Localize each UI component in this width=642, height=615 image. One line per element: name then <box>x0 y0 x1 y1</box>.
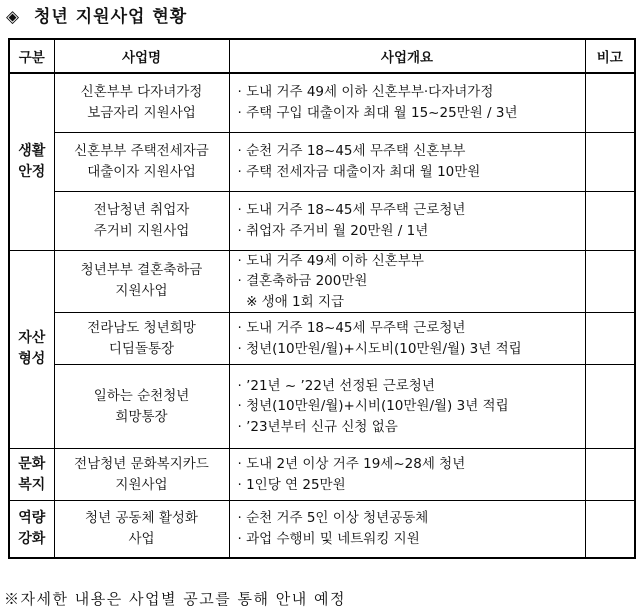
program-name-line: 신혼부부 주택전세자금 <box>74 142 209 159</box>
program-name-cell <box>54 250 229 313</box>
program-name-line: 신혼부부 다자녀가정 <box>80 83 203 100</box>
program-name-line: 청년부부 결혼축하금 <box>80 262 203 279</box>
overview-line: ※ 생애 1회 지급 <box>237 293 345 310</box>
program-name-cell <box>54 449 229 501</box>
category-cell <box>9 73 54 250</box>
category-label: 자산 <box>18 330 46 347</box>
program-name-line: 전남청년 취업자 <box>93 201 190 218</box>
overview-line: · 도내 거주 18~45세 무주택 근로청년 <box>237 320 466 336</box>
category-cell <box>9 250 54 449</box>
program-name-line: 청년 공동체 활성화 <box>85 509 198 526</box>
overview-line: · 청년(10만원/월)+시도비(10만원/월) 3년 적립 <box>237 340 522 357</box>
overview-line: · ’21년 ~ ’22년 선정된 근로청년 <box>237 377 435 394</box>
program-name-line: 희망통장 <box>115 408 168 425</box>
overview-line: · 주택 구입 대출이자 최대 월 15~25만원 / 3년 <box>237 104 518 121</box>
category-label: 역량 <box>18 509 46 526</box>
program-table <box>8 38 636 559</box>
table-row <box>9 313 635 365</box>
diamond-bullet-icon: ◈ <box>6 7 21 27</box>
remarks-cell <box>585 250 635 313</box>
overview-line: · 결혼축하금 200만원 <box>237 273 368 289</box>
remarks-cell <box>585 449 635 501</box>
program-overview-cell <box>229 313 585 365</box>
table-row <box>9 501 635 558</box>
program-name-line: 일하는 순천청년 <box>93 387 190 404</box>
remarks-cell <box>585 191 635 250</box>
program-overview-cell <box>229 250 585 313</box>
program-name-line: 디딤돌통장 <box>108 340 175 357</box>
remarks-cell <box>585 313 635 365</box>
table-row <box>9 132 635 191</box>
overview-line: · ’23년부터 신규 신청 없음 <box>237 418 398 435</box>
overview-line: · 과업 수행비 및 네트워킹 지원 <box>237 530 420 547</box>
page-title <box>6 4 187 30</box>
program-name-line: 대출이자 지원사업 <box>87 163 196 180</box>
program-name-cell <box>54 132 229 191</box>
header-category: 구분 <box>9 39 54 73</box>
program-overview-cell <box>229 501 585 558</box>
program-overview-cell <box>229 449 585 501</box>
header-program-name: 사업명 <box>54 39 229 73</box>
program-name-cell <box>54 313 229 365</box>
category-label: 생활 <box>18 142 46 159</box>
table-row <box>9 250 635 313</box>
table-row <box>9 73 635 132</box>
overview-line: · 순천 거주 5인 이상 청년공동체 <box>237 510 429 527</box>
category-label: 강화 <box>18 530 46 547</box>
program-name-line: 지원사업 <box>115 476 168 493</box>
table-row <box>9 449 635 501</box>
overview-line: · 도내 2년 이상 거주 19세~28세 청년 <box>237 456 466 472</box>
category-label: 복지 <box>18 476 46 493</box>
program-overview-cell <box>229 73 585 132</box>
remarks-cell <box>585 132 635 191</box>
header-remarks: 비고 <box>585 39 635 73</box>
program-name-line: 보금자리 지원사업 <box>87 104 196 121</box>
remarks-cell <box>585 365 635 449</box>
program-overview-cell <box>229 132 585 191</box>
program-name-line: 전남청년 문화복지카드 <box>74 455 209 472</box>
remarks-cell <box>585 73 635 132</box>
program-name-line: 사업 <box>128 530 155 547</box>
overview-line: · 도내 거주 49세 이하 신혼부부 <box>237 252 424 269</box>
overview-line: · 도내 거주 18~45세 무주택 근로청년 <box>237 202 466 218</box>
footer-note: ※자세한 내용은 사업별 공고를 통해 안내 예정 <box>4 590 346 608</box>
overview-line: · 주택 전세자금 대출이자 최대 월 10만원 <box>237 163 481 180</box>
overview-line: · 취업자 주거비 월 20만원 / 1년 <box>237 222 429 239</box>
overview-line: · 도내 거주 49세 이하 신혼부부·다자녀가정 <box>237 84 494 101</box>
table-row <box>9 191 635 250</box>
program-overview-cell <box>229 365 585 449</box>
program-name-cell <box>54 501 229 558</box>
category-label: 안정 <box>18 163 46 180</box>
category-label: 형성 <box>18 351 46 368</box>
program-overview-cell <box>229 191 585 250</box>
program-name-cell <box>54 191 229 250</box>
overview-line: · 1인당 연 25만원 <box>237 476 346 493</box>
overview-line: · 청년(10만원/월)+시비(10만원/월) 3년 적립 <box>237 398 509 415</box>
category-cell <box>9 501 54 558</box>
remarks-cell <box>585 501 635 558</box>
program-name-cell <box>54 73 229 132</box>
program-name-line: 주거비 지원사업 <box>93 222 190 239</box>
program-name-line: 지원사업 <box>115 283 168 300</box>
category-label: 문화 <box>18 455 46 472</box>
program-name-line: 전라남도 청년희망 <box>87 319 196 336</box>
program-name-cell <box>54 365 229 449</box>
header-program-overview: 사업개요 <box>229 39 585 73</box>
table-row <box>9 365 635 449</box>
page-title-text: 청년 지원사업 현황 <box>34 7 188 27</box>
category-cell <box>9 449 54 501</box>
table-header-row <box>9 39 635 73</box>
overview-line: · 순천 거주 18~45세 무주택 신혼부부 <box>237 143 466 159</box>
